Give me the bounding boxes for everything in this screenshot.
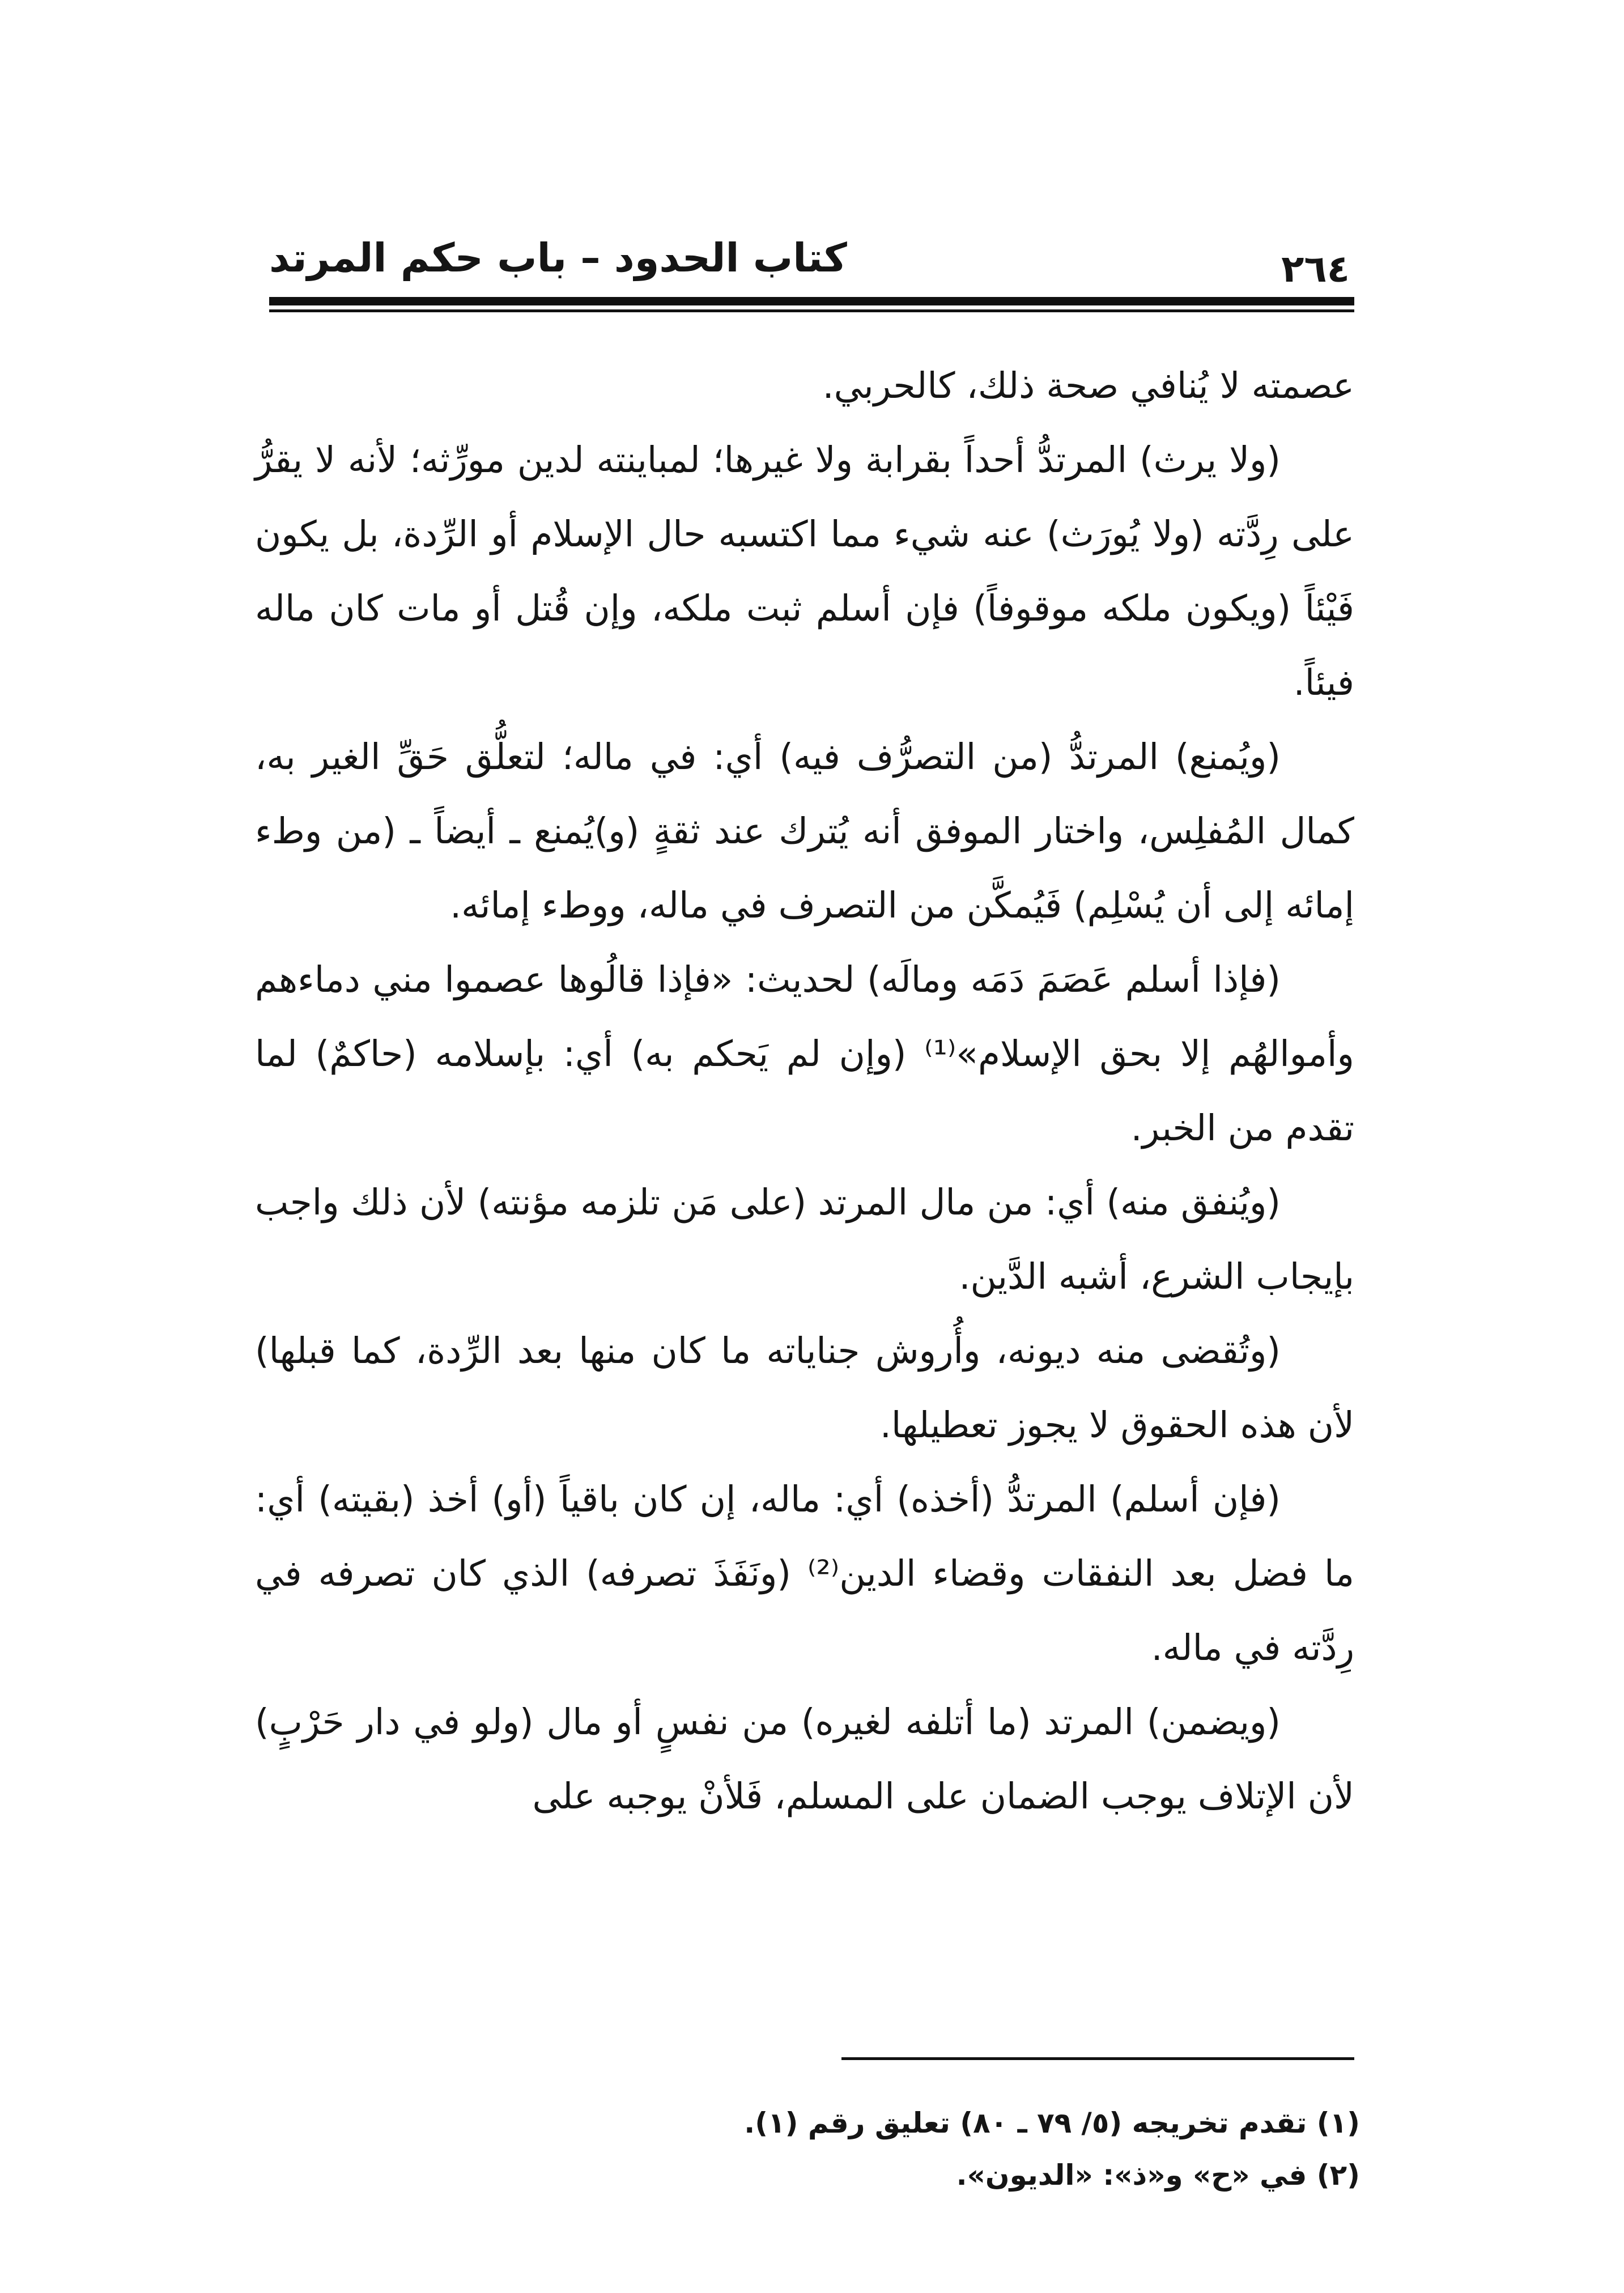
footnotes	[623, 2097, 1360, 2201]
paragraph: (ويضمن) المرتد (ما أتلفه لغيره) من نفسٍ أو مال (ولو في دار حَرْبٍ) لأن الإتلاف يوجب الضمان على المسلم، فَلأنْ يوجبه على	[255, 1701, 1354, 1817]
footnote-2: (٢) في «ح» و«ذ»: «الديون».	[956, 2159, 1360, 2192]
paragraph: (ولا يرث) المرتدُّ أحداً بقرابة ولا غيرها؛ لمباينته لدين مورِّثه؛ لأنه لا يقرُّ على رِدَّته (ولا يُورَث) عنه شيء مما اكتسبه حال الإسلام أو الرِّدة، بل يكون فَيْئاً (ويكون ملكه موقوفاً) فإن أسلم ثبت ملكه، وإن قُتل أو مات كان ماله فيئاً.	[255, 439, 1354, 703]
paragraph: (ويُمنع) المرتدُّ (من التصرُّف فيه) أي: في ماله؛ لتعلُّق حَقِّ الغير به، كمال المُفلِس، واختار الموفق أنه يُترك عند ثقةٍ (و)يُمنع ـ أيضاً ـ (من وطء إمائه إلى أن يُسْلِم) فَيُمكَّن من التصرف في ماله، ووطء إمائه.	[255, 736, 1354, 926]
header-rule-thin	[269, 309, 1354, 312]
paragraph: عصمته لا يُنافي صحة ذلك، كالحربي.	[822, 365, 1354, 406]
page-number: ٢٦٤	[1281, 247, 1350, 291]
paragraph: (فإذا أسلم عَصَمَ دَمَه ومالَه) لحديث: «فإذا قالُوها عصموا مني دماءهم وأموالهُم إلا بحق الإسلام»⁽¹⁾ (وإن لم يَحكم به) أي: بإسلامه (حاكمٌ) لما تقدم من الخبر.	[255, 959, 1354, 1149]
running-header	[269, 227, 1354, 312]
paragraph: (وتُقضى منه ديونه، وأُروش جناياته ما كان منها بعد الرِّدة، كما قبلها) لأن هذه الحقوق لا يجوز تعطيلها.	[255, 1330, 1354, 1446]
footnote-separator	[841, 2057, 1354, 2060]
header-rule-thick	[269, 297, 1354, 305]
main-text	[255, 349, 1354, 1833]
paragraph: (فإن أسلم) المرتدُّ (أخذه) أي: ماله، إن كان باقياً (أو) أخذ (بقيته) أي: ما فضل بعد النفقات وقضاء الدين⁽²⁾ (ونَفَذَ تصرفه) الذي كان تصرفه في رِدَّته في ماله.	[255, 1479, 1355, 1668]
chapter-title: كتاب الحدود – باب حكم المرتد	[269, 235, 847, 281]
paragraph: (ويُنفق منه) أي: من مال المرتد (على مَن تلزمه مؤنته) لأن ذلك واجب بإيجاب الشرع، أشبه الدَّين.	[255, 1182, 1354, 1297]
footnote-1: (١) تقدم تخريجه (٥/ ٧٩ ـ ٨٠) تعليق رقم (١).	[744, 2107, 1360, 2139]
